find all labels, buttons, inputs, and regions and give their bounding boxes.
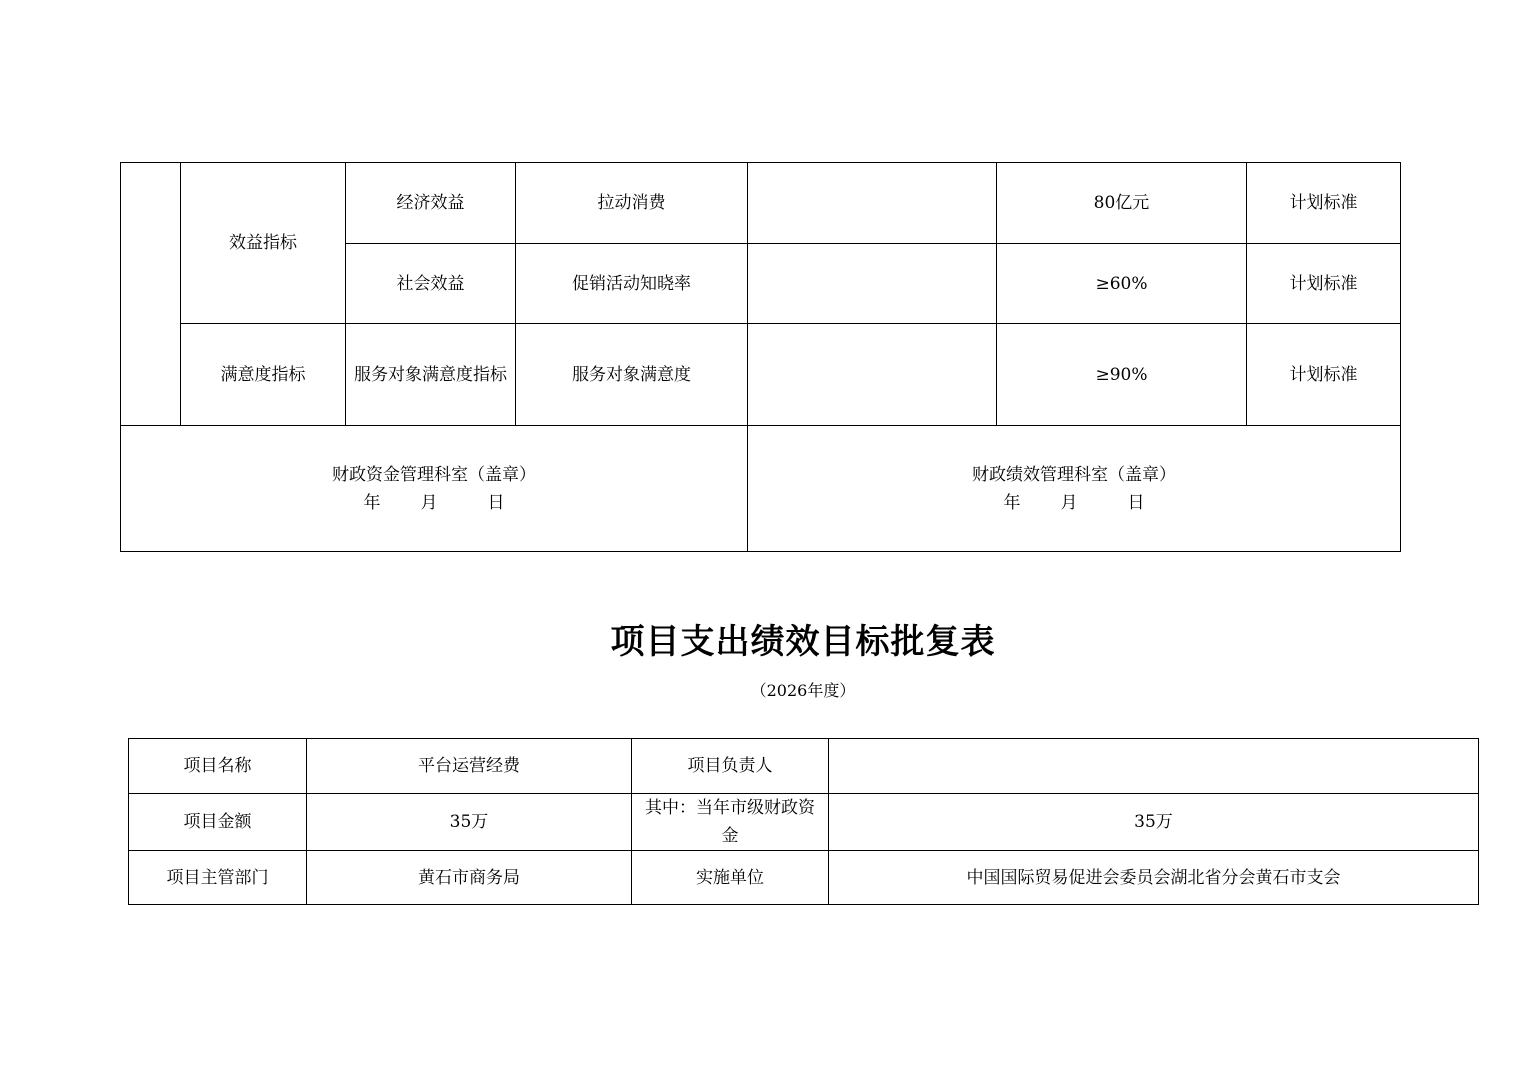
table-row bbox=[121, 163, 1401, 244]
month-label: 月 bbox=[420, 492, 438, 513]
target-value-cell: 80亿元 bbox=[997, 163, 1247, 244]
standard-cell: 计划标准 bbox=[1247, 324, 1401, 426]
performance-indicator-table bbox=[120, 162, 1401, 552]
table-row bbox=[129, 851, 1479, 905]
label-cell: 项目金额 bbox=[129, 794, 307, 851]
year-label: 年 bbox=[363, 492, 381, 513]
value-cell: 中国国际贸易促进会委员会湖北省分会黄石市支会 bbox=[829, 851, 1479, 905]
standard-cell: 计划标准 bbox=[1247, 163, 1401, 244]
blank-category-cell bbox=[121, 163, 181, 426]
indicator-cell: 拉动消费 bbox=[516, 163, 748, 244]
category-cell: 满意度指标 bbox=[181, 324, 346, 426]
month-label: 月 bbox=[1060, 492, 1078, 513]
indicator-cell: 促销活动知晓率 bbox=[516, 244, 748, 324]
indicator-cell: 服务对象满意度 bbox=[516, 324, 748, 426]
sub-indicator-cell: 经济效益 bbox=[346, 163, 516, 244]
empty-cell bbox=[748, 244, 997, 324]
category-cell: 效益指标 bbox=[181, 163, 346, 324]
sub-indicator-cell: 社会效益 bbox=[346, 244, 516, 324]
date-line bbox=[754, 489, 1394, 517]
value-cell: 平台运营经费 bbox=[307, 739, 632, 794]
value-cell: 黄石市商务局 bbox=[307, 851, 632, 905]
date-line bbox=[127, 489, 741, 517]
day-label: 日 bbox=[1127, 492, 1145, 513]
year-label: 年 bbox=[1003, 492, 1021, 513]
value-cell bbox=[829, 739, 1479, 794]
project-info-table bbox=[128, 738, 1479, 905]
empty-cell bbox=[748, 324, 997, 426]
signature-label: 财政资金管理科室（盖章） bbox=[332, 464, 536, 485]
label-cell: 项目主管部门 bbox=[129, 851, 307, 905]
form-title: 项目支出绩效目标批复表 bbox=[610, 622, 996, 662]
table-row bbox=[129, 794, 1479, 851]
value-cell: 35万 bbox=[307, 794, 632, 851]
finance-performance-office-signature bbox=[748, 426, 1401, 552]
target-value-cell: ≥60% bbox=[997, 244, 1247, 324]
form-subtitle: （2026年度） bbox=[750, 681, 856, 700]
table-row bbox=[121, 324, 1401, 426]
signature-row bbox=[121, 426, 1401, 552]
label-cell: 实施单位 bbox=[632, 851, 829, 905]
finance-fund-office-signature bbox=[121, 426, 748, 552]
day-label: 日 bbox=[487, 492, 505, 513]
label-cell: 其中：当年市级财政资金 bbox=[632, 794, 829, 851]
empty-cell bbox=[748, 163, 997, 244]
target-value-cell: ≥90% bbox=[997, 324, 1247, 426]
sub-indicator-cell: 服务对象满意度指标 bbox=[346, 324, 516, 426]
table-row bbox=[129, 739, 1479, 794]
standard-cell: 计划标准 bbox=[1247, 244, 1401, 324]
value-cell: 35万 bbox=[829, 794, 1479, 851]
signature-label: 财政绩效管理科室（盖章） bbox=[972, 464, 1176, 485]
label-cell: 项目负责人 bbox=[632, 739, 829, 794]
label-cell: 项目名称 bbox=[129, 739, 307, 794]
